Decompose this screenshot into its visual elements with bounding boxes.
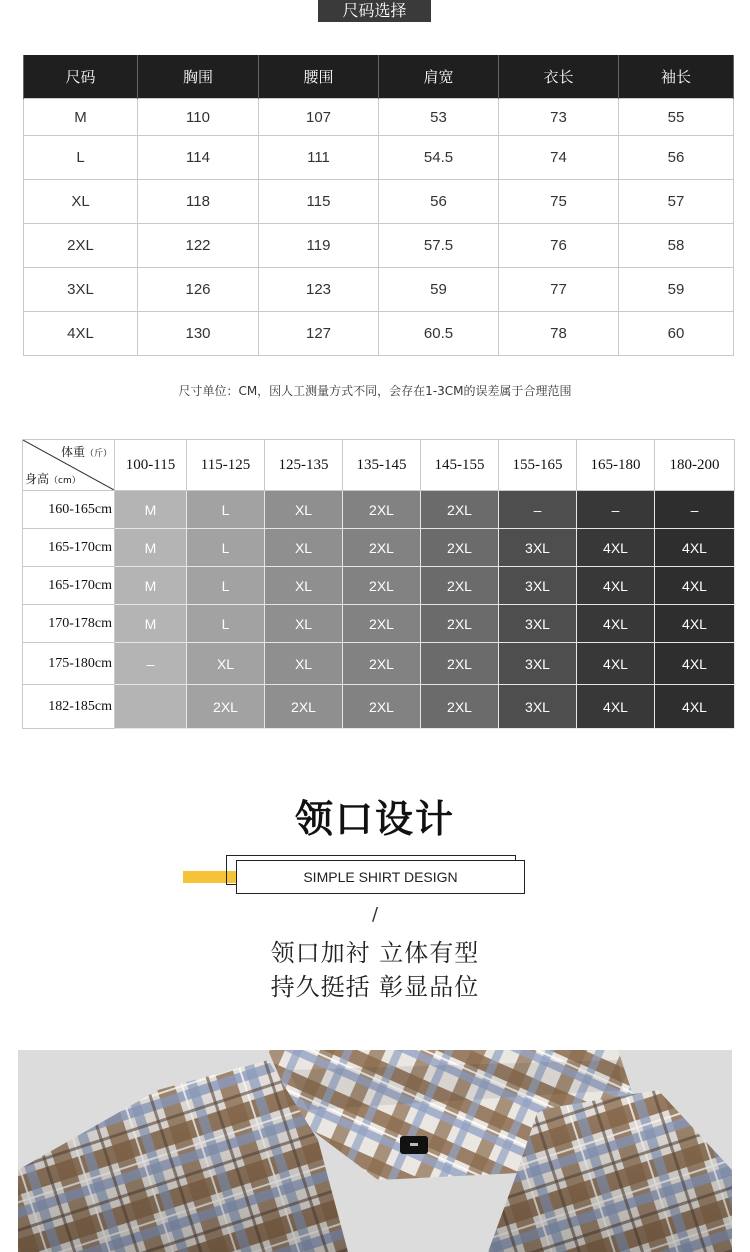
recommended-size-cell: L [187, 529, 265, 567]
collar-design-title: 领口设计 [294, 797, 455, 841]
measurement-cell: 77 [499, 268, 619, 312]
wh-table-row [23, 685, 735, 729]
size-table-header-row [24, 55, 734, 99]
recommended-size-cell: XL [187, 643, 265, 685]
recommended-size-cell: M [115, 567, 187, 605]
measurement-cell: 60.5 [379, 312, 499, 356]
measurement-cell: 126 [138, 268, 259, 312]
size-chart-table [23, 55, 734, 356]
tagline-2: 持久挺括 彰显品位 [270, 973, 480, 1001]
size-table-row [24, 224, 734, 268]
recommended-size-cell: M [115, 491, 187, 529]
size-label-cell: M [24, 99, 138, 136]
recommended-size-cell: M [115, 529, 187, 567]
unit-note: 尺寸单位：CM，因人工测量方式不同，会存在1-3CM的误差属于合理范围 [178, 384, 572, 398]
slash-divider: / [371, 904, 379, 925]
height-range-cell: 175-180cm [23, 643, 115, 685]
recommended-size-cell: L [187, 567, 265, 605]
size-label-cell: 4XL [24, 312, 138, 356]
measurement-cell: 60 [619, 312, 734, 356]
size-table-body [24, 99, 734, 356]
recommended-size-cell: 2XL [343, 529, 421, 567]
wh-table-row [23, 605, 735, 643]
measurement-cell: 56 [619, 136, 734, 180]
recommended-size-cell: 2XL [421, 605, 499, 643]
wh-table-row [23, 491, 735, 529]
size-label-cell: 3XL [24, 268, 138, 312]
recommended-size-cell: 4XL [577, 643, 655, 685]
wh-table-header-row [23, 440, 735, 491]
measurement-cell: 57 [619, 180, 734, 224]
recommended-size-cell: XL [265, 643, 343, 685]
corner-weight-unit: （斤） [84, 449, 112, 459]
measurement-cell: 57.5 [379, 224, 499, 268]
plaid-shirt-collar-photo [18, 1050, 732, 1252]
measurement-cell: 73 [499, 99, 619, 136]
recommended-size-cell: L [187, 605, 265, 643]
corner-weight-label: 体重 [60, 445, 85, 459]
measurement-cell: 119 [259, 224, 379, 268]
size-col-header: 胸围 [138, 55, 259, 99]
recommended-size-cell: 4XL [655, 643, 735, 685]
weight-range-header: 135-145 [343, 440, 421, 491]
wh-table-row [23, 529, 735, 567]
recommended-size-cell: 3XL [499, 529, 577, 567]
weight-height-table [22, 439, 735, 729]
height-range-cell: 165-170cm [23, 567, 115, 605]
size-table-row [24, 180, 734, 224]
size-table-row [24, 312, 734, 356]
recommended-size-cell: XL [265, 567, 343, 605]
recommended-size-cell: 4XL [655, 605, 735, 643]
recommended-size-cell: 3XL [499, 643, 577, 685]
measurement-cell: 110 [138, 99, 259, 136]
weight-range-header: 180-200 [655, 440, 735, 491]
recommended-size-cell [115, 685, 187, 729]
weight-range-header: 155-165 [499, 440, 577, 491]
recommended-size-cell: XL [265, 529, 343, 567]
wh-corner-cell [23, 440, 115, 491]
measurement-cell: 122 [138, 224, 259, 268]
height-range-cell: 170-178cm [23, 605, 115, 643]
recommended-size-cell: XL [265, 491, 343, 529]
size-table-row [24, 268, 734, 312]
wh-corner-height [25, 470, 81, 487]
recommended-size-cell: 3XL [499, 567, 577, 605]
recommended-size-cell: 2XL [421, 529, 499, 567]
shirt-collar-image [18, 1050, 732, 1252]
measurement-cell: 56 [379, 180, 499, 224]
size-selection-tag: 尺码选择 [318, 0, 431, 22]
recommended-size-cell: 2XL [421, 567, 499, 605]
recommended-size-cell: 2XL [343, 643, 421, 685]
wh-corner-weight [61, 443, 112, 460]
measurement-cell: 78 [499, 312, 619, 356]
size-col-header: 肩宽 [379, 55, 499, 99]
recommended-size-cell: 2XL [343, 605, 421, 643]
measurement-cell: 55 [619, 99, 734, 136]
recommended-size-cell: 2XL [187, 685, 265, 729]
measurement-cell: 118 [138, 180, 259, 224]
weight-range-header: 100-115 [115, 440, 187, 491]
height-range-cell: 160-165cm [23, 491, 115, 529]
height-range-cell: 165-170cm [23, 529, 115, 567]
measurement-cell: 127 [259, 312, 379, 356]
recommended-size-cell: M [115, 605, 187, 643]
recommended-size-cell: 2XL [421, 685, 499, 729]
size-col-header: 尺码 [24, 55, 138, 99]
weight-range-header: 115-125 [187, 440, 265, 491]
size-table-row [24, 99, 734, 136]
measurement-cell: 114 [138, 136, 259, 180]
recommended-size-cell: 3XL [499, 605, 577, 643]
height-range-cell: 182-185cm [23, 685, 115, 729]
measurement-cell: 53 [379, 99, 499, 136]
tagline-1: 领口加衬 立体有型 [270, 939, 480, 967]
measurement-cell: 130 [138, 312, 259, 356]
measurement-cell: 107 [259, 99, 379, 136]
size-label-cell: 2XL [24, 224, 138, 268]
recommended-size-cell: 2XL [421, 643, 499, 685]
recommended-size-cell: 4XL [655, 529, 735, 567]
measurement-cell: 74 [499, 136, 619, 180]
size-col-header: 腰围 [259, 55, 379, 99]
measurement-cell: 76 [499, 224, 619, 268]
measurement-cell: 123 [259, 268, 379, 312]
size-label-cell: L [24, 136, 138, 180]
measurement-cell: 58 [619, 224, 734, 268]
size-label-cell: XL [24, 180, 138, 224]
recommended-size-cell: 2XL [343, 567, 421, 605]
recommended-size-cell: 4XL [577, 529, 655, 567]
recommended-size-cell: – [577, 491, 655, 529]
recommended-size-cell: 4XL [655, 567, 735, 605]
recommended-size-cell: 2XL [421, 491, 499, 529]
size-table-row [24, 136, 734, 180]
recommended-size-cell: – [115, 643, 187, 685]
measurement-cell: 75 [499, 180, 619, 224]
recommended-size-cell: 4XL [655, 685, 735, 729]
recommended-size-cell: 4XL [577, 567, 655, 605]
recommended-size-cell: L [187, 491, 265, 529]
measurement-cell: 115 [259, 180, 379, 224]
recommended-size-cell: XL [265, 605, 343, 643]
weight-range-header: 125-135 [265, 440, 343, 491]
subtitle-en: SIMPLE SHIRT DESIGN [236, 860, 525, 894]
recommended-size-cell: – [499, 491, 577, 529]
corner-height-label: 身高 [25, 472, 50, 486]
wh-table-row [23, 567, 735, 605]
wh-table-body [23, 491, 735, 729]
recommended-size-cell: 4XL [577, 685, 655, 729]
measurement-cell: 59 [379, 268, 499, 312]
recommended-size-cell: 2XL [343, 685, 421, 729]
recommended-size-cell: 2XL [343, 491, 421, 529]
recommended-size-cell: 2XL [265, 685, 343, 729]
size-col-header: 衣长 [499, 55, 619, 99]
recommended-size-cell: 4XL [577, 605, 655, 643]
measurement-cell: 54.5 [379, 136, 499, 180]
recommended-size-cell: 3XL [499, 685, 577, 729]
weight-range-header: 145-155 [421, 440, 499, 491]
measurement-cell: 59 [619, 268, 734, 312]
recommended-size-cell: – [655, 491, 735, 529]
size-col-header: 袖长 [619, 55, 734, 99]
corner-height-unit: （cm） [49, 476, 81, 486]
wh-table-row [23, 643, 735, 685]
measurement-cell: 111 [259, 136, 379, 180]
weight-range-header: 165-180 [577, 440, 655, 491]
